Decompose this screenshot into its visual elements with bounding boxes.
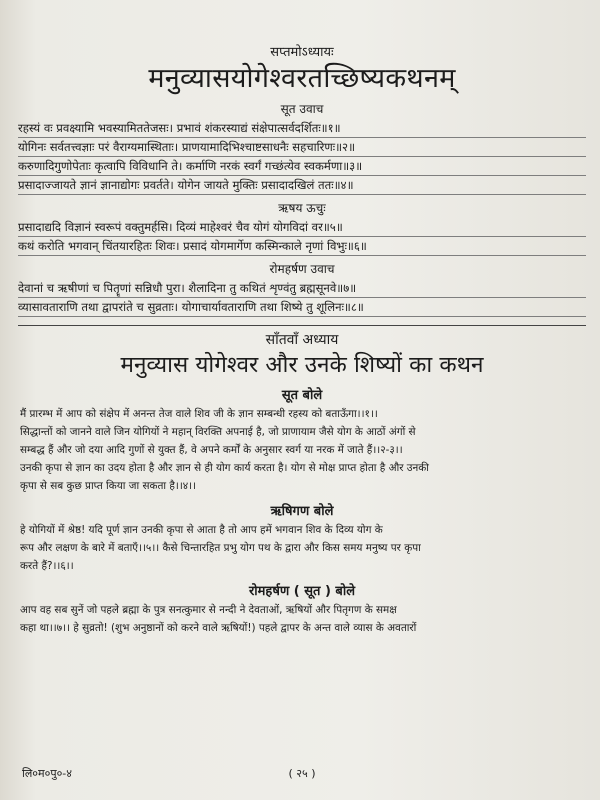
speaker-heading-suta: सूत उवाच [280,102,324,116]
paragraph-line: कृपा से सब कुछ प्राप्त किया जा सकता है।।४।। [20,480,197,492]
heading-romaharshana-bole: रोमहर्षण ( सूत ) बोले [248,584,356,599]
paragraph-line: करते हैं?।।६।। [20,560,74,572]
speaker-heading-romaharshana: रोमहर्षण उवाच [269,262,335,276]
verse-line: रहस्यं वः प्रवक्ष्यामि भवस्यामिततेजसः। प्रभावं शंकरस्याद्यं संक्षेपात्सर्वदर्शितः॥१॥ [18,119,586,138]
translation-paragraph-3 [18,601,586,637]
paragraph-line: रूप और लक्षण के बारे में बताएँ।।५।। कैसे चिन्तारहित प्रभु योग पथ के द्वारा और किस समय मनुष्य पर कृपा [20,542,421,554]
hindi-chapter-title: मनुव्यास योगेश्वर और उनके शिष्यों का कथन [120,352,484,378]
heading-rishigan-bole: ऋषिगण बोले [270,504,334,519]
verse-line: प्रसादाद्यदि विज्ञानं स्वरूपं वक्तुमर्हसि। दिव्यं माहेश्वरं चैव योगं योगविदां वर॥५॥ [18,218,586,237]
paragraph-line: सम्बद्ध हैं और जो दया आदि गुणों से युक्त हैं, वे अपने कर्मों के अनुसार स्वर्ग या नरक में जाते हैं।।२-३।। [20,444,403,456]
heading-suta-bole: सूत बोले [281,388,323,403]
translation-paragraph-2 [18,521,586,575]
paragraph-line: कहा था।।७।। हे सुव्रतो! (शुभ अनुष्ठानों को करने वाले ऋषियों!) पहले द्वापर के अन्त वाले व्यास के अवतारों [20,622,417,634]
verse-line: प्रसादाज्जायते ज्ञानं ज्ञानाद्योगः प्रवर्तते। योगेन जायते मुक्तिः प्रसादादखिलं ततः॥४॥ [18,176,586,195]
sanskrit-chapter-title: मनुव्यासयोगेश्वरतच्छिष्यकथनम् [148,63,456,94]
verse-line: करुणादिगुणोपेताः कृत्वापि विविधानि ते। कर्माणि नरकं स्वर्गं गच्छंत्येव स्वकर्मणा॥३॥ [18,157,586,176]
section-divider [18,325,586,326]
verse-group-3 [18,279,586,317]
sanskrit-chapter-label: सप्तमोऽध्यायः [270,45,334,60]
paragraph-line: उनकी कृपा से ज्ञान का उदय होता है और ज्ञान से ही योग कार्य करता है। योग से मोक्ष प्राप्त होता है और उनकी [20,462,429,474]
verse-group-1 [18,119,586,195]
paragraph-line: सिद्धान्तों को जानने वाले जिन योगियों ने महान् विरक्ति अपनाई है, जो प्राणायाम जैसे योग के आठों अंगों से [20,426,416,438]
verse-group-2 [18,218,586,256]
speaker-heading-rishaya: ऋषय ऊचुः [278,201,326,215]
paragraph-line: हे योगियों में श्रेष्ठ! यदि पूर्ण ज्ञान उनकी कृपा से आता है तो आप हमें भगवान शिव के दिव्य योग के [20,524,383,536]
paragraph-line: आप वह सब सुनें जो पहले ब्रह्मा के पुत्र सनत्कुमार से नन्दी ने देवताओं, ऋषियों और पितृगण के समक्ष [20,604,397,616]
verse-line: व्यासावताराणि तथा द्वापरांते च सुव्रताः। योगाचार्यावताराणि तथा शिष्ये तु शूलिनः॥८॥ [18,298,586,317]
verse-line: कथं करोति भगवान् चिंतयारहितः शिवः। प्रसादं योगमार्गेण कस्मिन्काले नृणां विभुः॥६॥ [18,237,586,256]
paragraph-line: मैं प्रारम्भ में आप को संक्षेप में अनन्त तेज वाले शिव जी के ज्ञान सम्बन्धी रहस्य को बताऊँगा।।१।। [20,408,378,420]
page-number: ( २५ ) [288,767,316,780]
verse-line: देवानां च ऋषीणां च पितॄणां सन्निधौ पुरा। शैलादिना तु कथितं शृण्वंतु ब्रह्मसूनवे॥७॥ [18,279,586,298]
footer-book-code: लि०म०पु०-४ [22,767,72,780]
hindi-chapter-label: साँतवाँ अध्याय [265,332,339,348]
verse-line: योगिनः सर्वतत्त्वज्ञाः परं वैराग्यमास्थिताः। प्राणयामादिभिश्चाष्टसाधनैः सहचारिणः॥२॥ [18,138,586,157]
translation-paragraph-1 [18,405,586,495]
